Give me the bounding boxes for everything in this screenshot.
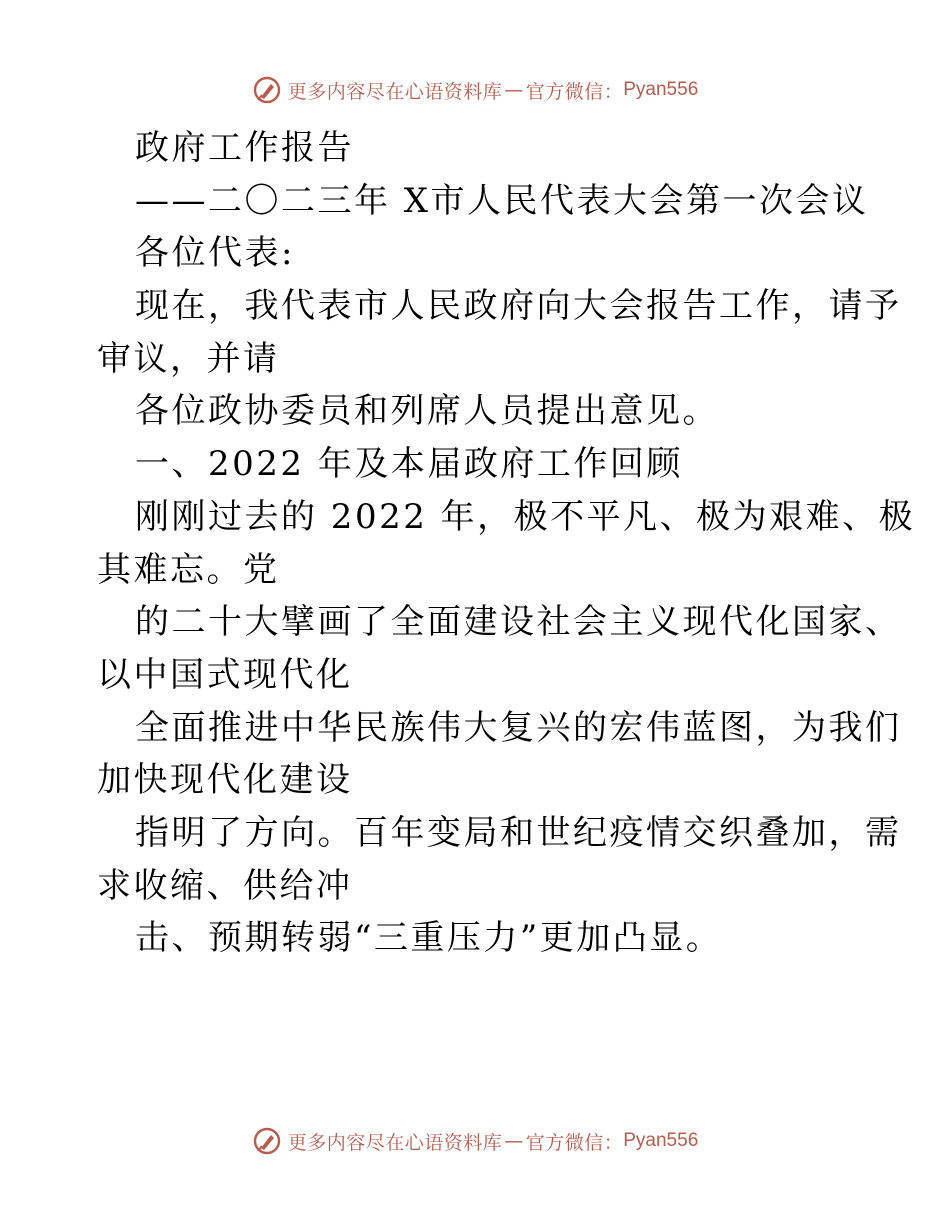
text-line: 加快现代化建设	[97, 760, 353, 801]
document-body	[97, 122, 916, 965]
text-line: 全面推进中华民族伟大复兴的宏伟蓝图，为我们	[135, 707, 902, 748]
text-line: 各位政协委员和列席人员提出意见。	[135, 391, 719, 432]
text-line: 政府工作报告	[135, 128, 354, 168]
text-line: 求收缩、供给冲	[97, 865, 353, 906]
text-line: ——二〇二三年 X市人民代表大会第一次会议	[135, 180, 869, 221]
text-line: 击、预期转弱“三重压力”更加凸显。	[135, 918, 723, 959]
watermark-separator: —	[504, 1130, 524, 1152]
footer-watermark	[0, 1121, 950, 1161]
watermark-separator: —	[504, 79, 524, 101]
text-line: 一、2022 年及本届政府工作回顾	[135, 444, 683, 485]
watermark-label: 官方微信：	[525, 1131, 624, 1154]
text-line: 刚刚过去的 2022 年，极不平凡、极为艰难、极	[135, 496, 916, 537]
watermark-text: 更多内容尽在心语资料库	[287, 1131, 503, 1154]
text-line: 以中国式现代化	[97, 654, 353, 695]
text-line: 指明了方向。百年变局和世纪疫情交织叠加，需	[135, 812, 902, 853]
text-line: 其难忘。党	[97, 549, 280, 590]
watermark-id: Pyan556	[623, 1130, 699, 1151]
text-line: 现在，我代表市人民政府向大会报告工作，请予	[135, 286, 902, 327]
text-line: 审议，并请	[97, 338, 280, 379]
watermark-label: 官方微信：	[525, 80, 624, 103]
watermark-text: 更多内容尽在心语资料库	[287, 80, 503, 103]
text-line: 的二十大擘画了全面建设社会主义现代化国家、	[135, 602, 902, 643]
watermark-id: Pyan556	[623, 79, 699, 100]
text-line: 各位代表:	[135, 233, 295, 274]
header-watermark	[0, 70, 950, 110]
pen-nib-logo-icon	[252, 1126, 282, 1156]
pen-nib-logo-icon	[252, 75, 282, 105]
